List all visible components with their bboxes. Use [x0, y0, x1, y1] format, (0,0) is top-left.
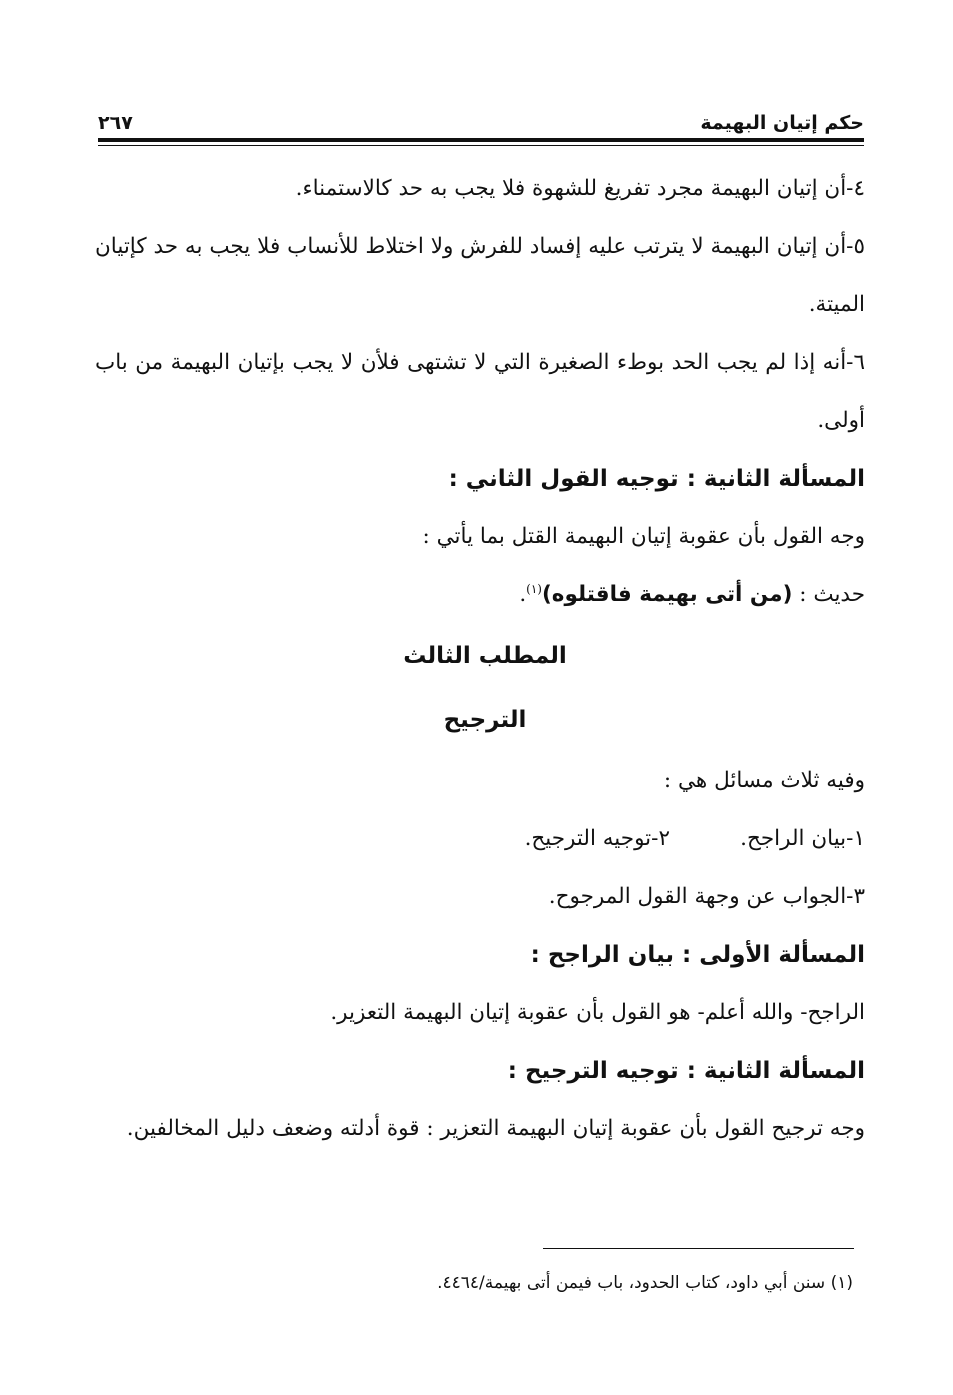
heading-first-issue: المسألة الأولى : بيان الراجح :: [530, 942, 865, 968]
second-view-intro: وجه القول بأن عقوبة إتيان البهيمة القتل بما يأتي :: [422, 524, 865, 549]
hadith-end: .: [519, 582, 527, 607]
hadith-text: (من أتى بهيمة فاقتلوه): [541, 582, 793, 607]
heading-second-issue: المسألة الثانية : توجيه الترجيح :: [507, 1058, 865, 1084]
issue-1: ١-بيان الراجح.: [740, 826, 865, 851]
issues-row: [95, 810, 865, 868]
section-title: المطلب الثالث: [403, 643, 567, 669]
argument-item-4: ٤-أن إتيان البهيمة مجرد تفريغ للشهوة فلا يجب به حد كالاستمناء.: [295, 176, 865, 201]
issues-intro: وفيه ثلاث مسائل هي :: [663, 768, 865, 793]
running-header: [98, 98, 864, 134]
header-rule-thin: [98, 145, 864, 146]
preferred-view: الراجح- والله أعلم- هو القول بأن عقوبة إتيان البهيمة التعزير.: [330, 1000, 865, 1025]
page-number: ٢٦٧: [98, 112, 133, 134]
main-text: [95, 160, 865, 1158]
hadith-label: حديث :: [799, 582, 865, 607]
argument-item-5: ٥-أن إتيان البهيمة لا يترتب عليه إفساد للفرش ولا اختلاط للأنساب فلا يجب به حد كإتيان الميتة.: [95, 234, 865, 317]
heading-second-view: المسألة الثانية : توجيه القول الثاني :: [448, 466, 865, 492]
running-title: حكم إتيان البهيمة: [700, 112, 864, 134]
footnote-ref: (١): [526, 581, 542, 596]
issue-3: ٣-الجواب عن وجهة القول المرجوح.: [548, 884, 865, 909]
justification: وجه ترجيح القول بأن عقوبة إتيان البهيمة التعزير : قوة أدلته وضعف دليل المخالفين.: [126, 1116, 865, 1141]
hadith-line: [95, 566, 865, 624]
footnote-separator: [543, 1248, 854, 1249]
issue-2: ٢-توجيه الترجيح.: [524, 826, 670, 851]
argument-item-6: ٦-أنه إذا لم يجب الحد بوطء الصغيرة التي لا تشتهى فلأن لا يجب بإتيان البهيمة من باب أولى.: [95, 350, 865, 433]
header-rule-thick: [98, 138, 864, 142]
footnote: (١) سنن أبي داود، كتاب الحدود، باب فيمن أتى بهيمة/٤٤٦٤.: [437, 1273, 853, 1293]
section-subtitle: الترجيح: [443, 707, 527, 733]
